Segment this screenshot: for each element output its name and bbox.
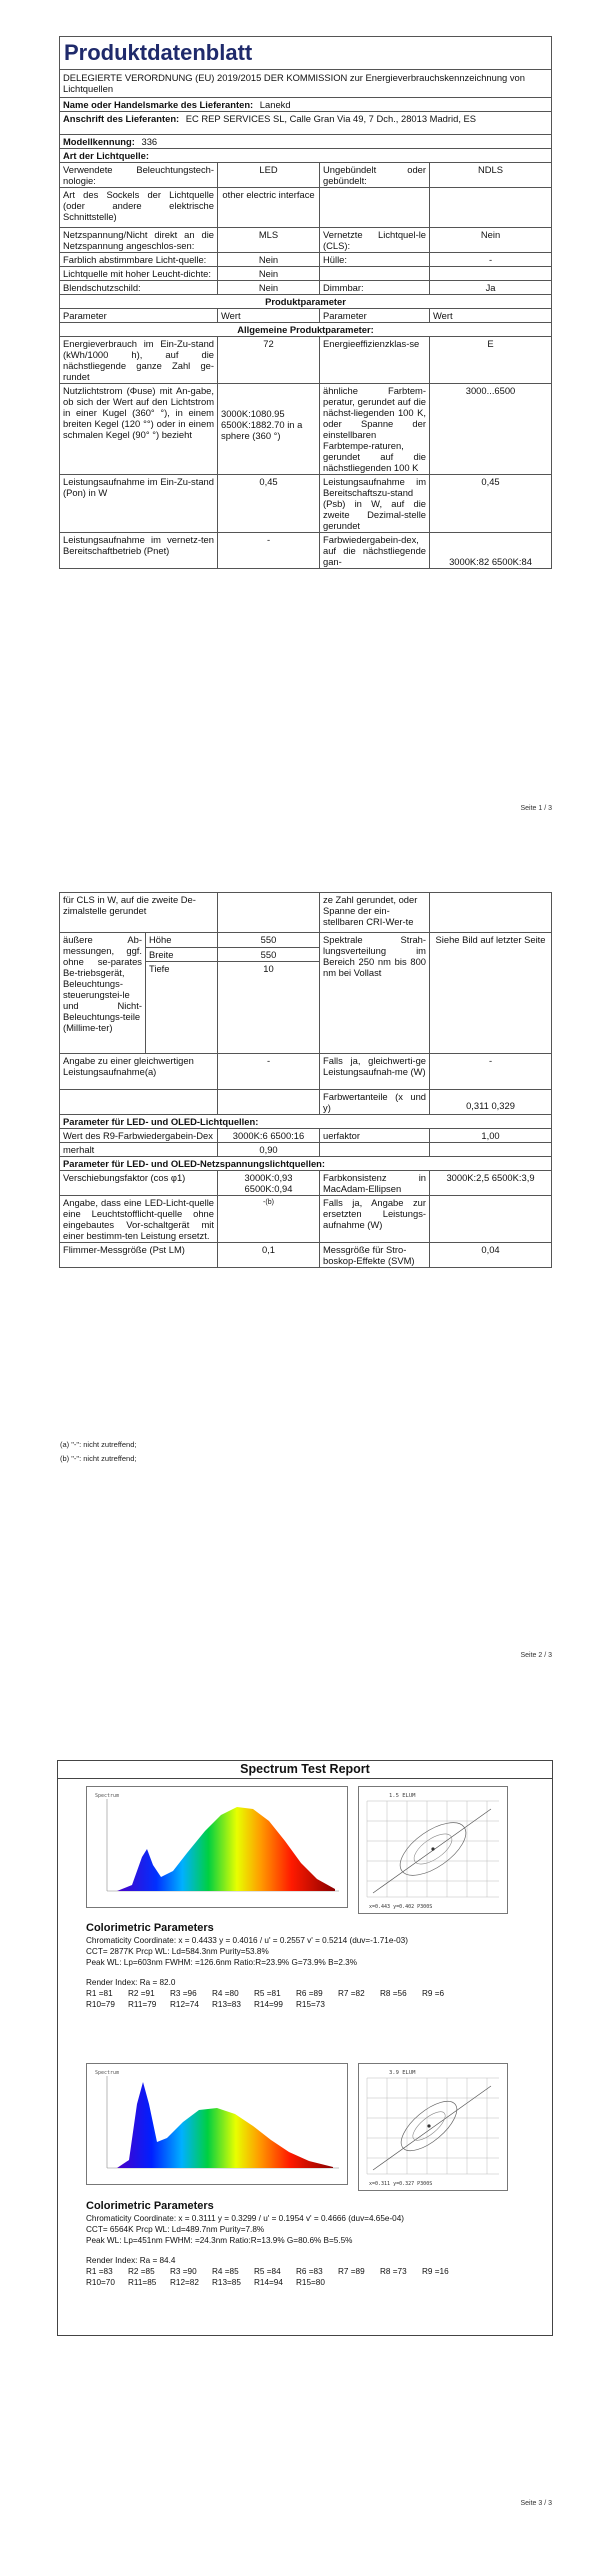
table-row: Verschiebungsfaktor (cos φ1) 3000K:0,93 6500K:0,94 Farbkonsistenz in MacAdam-Ellipsen 3000K:2,5 6500K:3,9 [60,1171,552,1196]
supplier-value: Lanekd [259,99,291,110]
table-row: Netzspannung/Nicht direkt an die Netzspannung angeschlos-sen: MLS Vernetzte Lichtquel-le (CLS): Nein [60,228,552,253]
table-row: Verwendete Beleuchtungstech-nologie: LED Ungebündelt oder gebündelt: NDLS [60,163,552,188]
address-row: Anschrift des Lieferanten: EC REP SERVICES SL, Calle Gran Via 49, 7 Dch., 28013 Madrid, ES [60,112,552,135]
svg-text:Spectrum: Spectrum [95,2070,120,2076]
spectrum-test-report [57,1760,553,2336]
table-row: Farblich abstimmbare Licht-quelle: Nein Hülle: - [60,253,552,267]
table-row: Leistungsaufnahme im vernetz-ten Bereitschaftbetrieb (Pnet) - Farbwiedergabein-dex, auf die nächstliegende gan- 3000K:82 6500K:84 [60,533,552,569]
supplier-row: Name oder Handelsmarke des Lieferanten: Lanekd [60,98,552,112]
cie-diagram-2 [358,2063,508,2191]
table-row: Flimmer-Messgröße (Pst LM) 0,1 Messgröße für Stro-boskop-Effekte (SVM) 0,04 [60,1243,552,1268]
render-index-grid-1: R1 =81 R2 =91 R3 =96 R4 =80 R5 =81 R6 =89 R7 =82 R8 =56 R9 =6 R10=79 R11=79 R12=74 R13=83 R14=99 R15=73 [86,1989,445,2009]
table-row: merhalt 0,90 [60,1143,552,1157]
page-footer-3: Seite 3 / 3 [520,2500,552,2507]
spectrum-plot-1 [86,1786,348,1908]
report-title: Spectrum Test Report [58,1761,552,1779]
colorimetric-params-2: Colorimetric Parameters Chromaticity Coordinate: x = 0.3111 y = 0.3299 / u' = 0.1954 v' = 0.4666 (duv=4.65e-04) CCT= 6564K Prcp WL: Ld=489.7nm Purity=7.8% Peak WL: Lp=451nm FWHM: =24.3nm Ratio:R=13.9% G=80.6% B=5.5% Render Index: Ra = 84.4 R1 =83 R2 =85 R3 =90 R4 =85 R5 =84 R6 =83 R7 =89 R8 =73 R9 =16 R10=70 R11=85 R12=82 R13=85 R14=94 R15=80 [86,2199,546,2288]
dimensions-row: äußere Ab-messungen, ggf. ohne se-parates Be-triebsgerät, Beleuchtungs-steuerungstei-le und Nicht-Beleuchtungs-teile (Millime-ter) Höhe 550 Spektrale Strah-lungsverteilung im Bereich 250 nm bis 800 nm bei Vollast Siehe Bild auf letzter Seite [60,933,552,948]
regulation-text: DELEGIERTE VERORDNUNG (EU) 2019/2015 DER KOMMISSION zur Energieverbrauchskennzeichnung von Lichtquellen [60,70,552,98]
footnote-a: (a) "-": nicht zutreffend; [60,1440,137,1449]
spectrum-plot-2 [86,2063,348,2185]
page-footer-1: Seite 1 / 3 [520,805,552,812]
cie-svg-1 [359,1787,507,1913]
table-row: Art des Sockels der Lichtquelle (oder andere elektrische Schnittstelle) other electric interface [60,188,552,228]
cie-svg-2 [359,2064,507,2190]
led-params-heading: Parameter für LED- und OLED-Lichtquellen: [60,1115,552,1129]
cie-diagram-1 [358,1786,508,1914]
svg-text:x=0.311 y=0.327 P300S: x=0.311 y=0.327 P300S [369,2181,433,2187]
table-row: Leistungsaufnahme im Ein-Zu-stand (Pon) in W 0,45 Leistungsaufnahme im Bereitschaftszu-stand (Psb) in W, auf die zweite Dezimal-stelle gerundet 0,45 [60,475,552,533]
table-row: Nutzlichtstrom (Φuse) mit An-gabe, ob sich der Wert auf den Lichtstrom in einer Kugel (360° °), in einem breiten Kegel (120 °°) oder in einem schmalen Kegel (90° °) bezieht 3000K:1080.95 6500K:1882.70 in a sphere (360 °) ähnliche Farbtem-peratur, gerundet auf die nächst-liegenden 100 K, oder Spanne der einstellbaren Farbtempe-raturen, gerundet auf die nächstliegenden 100 K 3000...6500 [60,384,552,475]
table-row: Angabe zu einer gleichwertigen Leistungsaufnahme(a) - Falls ja, gleichwerti-ge Leistungsaufnah-me (W) - [60,1054,552,1090]
datasheet-table-page1 [59,36,552,569]
colorimetric-params-1: Colorimetric Parameters Chromaticity Coordinate: x = 0.4433 y = 0.4016 / u' = 0.2557 v' = 0.5214 (duv=-1.71e-03) CCT= 2877K Prcp WL: Ld=584.3nm Purity=53.8% Peak WL: Lp=603nm FWHM: =126.6nm Ratio:R=23.9% G=73.9% B=2.3% Render Index: Ra = 82.0 R1 =81 R2 =91 R3 =96 R4 =80 R5 =81 R6 =89 R7 =82 R8 =56 R9 =6 R10=79 R11=79 R12=74 R13=83 R14=99 R15=73 [86,1921,546,2010]
render-index-grid-2: R1 =83 R2 =85 R3 =90 R4 =85 R5 =84 R6 =83 R7 =89 R8 =73 R9 =16 R10=70 R11=85 R12=82 R13=85 R14=94 R15=80 [86,2267,449,2287]
column-header-row: Parameter Wert Parameter Wert [60,309,552,323]
svg-text:x=0.443 y=0.402 P300S: x=0.443 y=0.402 P300S [369,1904,433,1910]
table-row: Wert des R9-Farbwiedergabein-Dex 3000K:6 6500:16 uerfaktor 1,00 [60,1129,552,1143]
datasheet-table-page2: für CLS in W, auf die zweite De-zimalstelle gerundet ze Zahl gerundet, oder Spanne der ein-stellbaren CRI-Wer-te äußere Ab-messungen, ggf. ohne se-parates Be-triebsgerät, Beleuchtungs-steuerungstei-le und Nicht-Beleuchtungs-teile (Millime-ter) Höhe 550 Spektrale Strah-lungsverteilung im Bereich 250 nm bis 800 nm bei Vollast Siehe Bild auf letzter Seite Breite 550 Tiefe 10 Angabe zu einer gleichwertigen Leistungsaufnahme(a) - Falls ja, gleichwerti-ge Leistungsaufnah-me (W) - Farbwertanteile (x und y) 0,311 0,329 Parameter für LED- und OLED-Lichtquellen: Wert des R9-Farbwiedergabein-Dex 3000K:6 6500:16 uerfaktor 1,00 merhalt 0,90 Parameter für LED- und OLED-Netzspannungslichtquellen: Verschiebungsfaktor (cos φ1) 3000K:0,93 6500K:0,94 Farbkonsistenz in MacAdam-Ellipsen 3000K:2,5 6500K:3,9 Angabe, dass eine LED-Licht-quelle eine Leuchtstofflicht-quelle ohne eingebautes Vor-schaltgerät mit einer bestimm-ten Leistung ersetzt. -(b) Falls ja, Angabe zur ersetzten Leistungs-aufnahme (W) Flimmer-Messgröße (Pst LM) 0,1 Messgröße für Stro-boskop-Effekte (SVM) 0,04 [59,892,552,1268]
page-title: Produktdatenblatt [60,37,552,70]
table-row: Blendschutzschild: Nein Dimmbar: Ja [60,281,552,295]
mains-params-heading: Parameter für LED- und OLED-Netzspannungslichtquellen: [60,1157,552,1171]
svg-text:Spectrum: Spectrum [95,1793,120,1799]
table-row: Farbwertanteile (x und y) 0,311 0,329 [60,1090,552,1115]
model-row: Modellkennung: 336 [60,135,552,149]
product-params-heading: Produktparameter [60,295,552,309]
spectrum-svg-1 [87,1787,347,1907]
table-row: Angabe, dass eine LED-Licht-quelle eine Leuchtstofflicht-quelle ohne eingebautes Vor-schaltgerät mit einer bestimm-ten Leistung ersetzt. -(b) Falls ja, Angabe zur ersetzten Leistungs-aufnahme (W) [60,1196,552,1243]
svg-text:3.9 ELUM: 3.9 ELUM [389,2070,416,2076]
model-value: 336 [141,136,158,147]
table-row: Lichtquelle mit hoher Leucht-dichte: Nein [60,267,552,281]
general-params-heading: Allgemeine Produktparameter: [60,323,552,337]
page-footer-2: Seite 2 / 3 [520,1652,552,1659]
table-row: für CLS in W, auf die zweite De-zimalstelle gerundet ze Zahl gerundet, oder Spanne der ein-stellbaren CRI-Wer-te [60,893,552,933]
table-row: Energieverbrauch im Ein-Zu-stand (kWh/1000 h), auf die nächstliegende ganze Zahl ge-rundet 72 Energieeffizienzklas-se E [60,337,552,384]
svg-text:1.5 ELUM: 1.5 ELUM [389,1793,416,1799]
footnote-b: (b) "-": nicht zutreffend; [60,1454,137,1463]
spectrum-svg-2 [87,2064,347,2184]
type-heading: Art der Lichtquelle: [60,149,552,163]
address-value: EC REP SERVICES SL, Calle Gran Via 49, 7 Dch., 28013 Madrid, ES [185,113,477,124]
